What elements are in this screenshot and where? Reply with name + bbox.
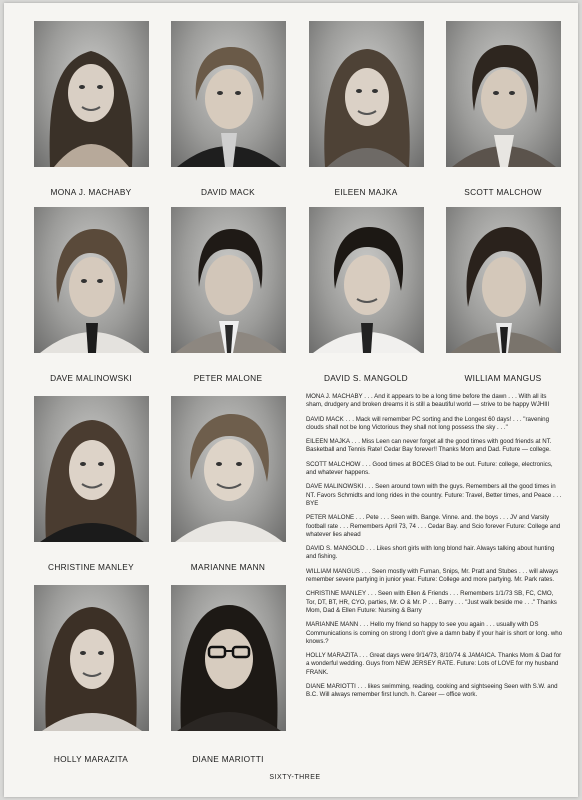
bio-entry: DAVE MALINOWSKI . . . Seen around town with the guys. Remembers all the good times in NT. Favors Schmidts and long rides in the country. Future: Travel, Better times, and Peace . . . BYE <box>306 483 562 507</box>
page-number: SIXTY-THREE <box>269 774 321 781</box>
student-name: DAVID S. MANGOLD <box>324 373 408 383</box>
bio-entry: HOLLY MARAZITA . . . Great days were 9/14/73, 8/10/74 & JAMAICA. Thanks Mom & Dad for a wonderful wedding. Guys from NEW JERSEY RATE. Future: Lots of LOVE for my husband FRANK. <box>306 652 562 676</box>
bio-column <box>306 393 564 706</box>
portrait-photo <box>446 207 561 353</box>
student-name: MARIANNE MANN <box>190 562 266 572</box>
bio-entry: EILEEN MAJKA . . . Miss Leen can never forget all the good times with good friends at NT. Basketball and Tennis Rate! Cedar Bay forever!! Thanks Mom and Dad. Future — college. <box>306 438 552 454</box>
portrait-photo <box>446 21 561 167</box>
portrait-photo <box>171 585 286 731</box>
yearbook-page <box>4 3 578 797</box>
portrait-photo <box>34 585 149 731</box>
student-name: CHRISTINE MANLEY <box>48 562 134 572</box>
bio-entry: DAVID MACK . . . Mack will remember PC sorting and the Longest 60 days! . . . "ravening clouds shall not be long Victorious they shall not long possess the sky . . ." <box>306 415 550 431</box>
student-name: SCOTT MALCHOW <box>464 187 542 197</box>
portrait-photo <box>34 396 149 542</box>
bio-entry: MONA J. MACHABY . . . And it appears to be a long time before the dawn . . . With all its sham, drudgery and broken dreams it is still a beautiful world — strive to be happy WJHIII <box>306 393 550 409</box>
portrait-photo <box>171 396 286 542</box>
student-name: WILLIAM MANGUS <box>464 373 542 383</box>
student-name: EILEEN MAJKA <box>334 187 398 197</box>
bio-entry: WILLIAM MANGUS . . . Seen mostly with Fuman, Snips, Mr. Pratt and Stubes . . . will always remember severe partying in junior year. Future: College and more partying. Mr. Park rates. <box>306 567 559 584</box>
portrait-photo <box>171 207 286 353</box>
portrait-photo <box>309 207 424 353</box>
student-name: DAVE MALINOWSKI <box>50 373 132 383</box>
portrait-photo <box>309 21 424 167</box>
bio-entry: DIANE MARIOTTI . . . likes swimming, reading, cooking and sightseeing Seen with S.W. and B.C. Will always remember first lunch. h. Career — office work. <box>306 683 558 699</box>
student-name: DAVID MACK <box>200 187 256 197</box>
student-name: HOLLY MARAZITA <box>53 754 129 764</box>
student-name: MONA J. MACHABY <box>50 187 132 197</box>
portrait-photo <box>171 21 286 167</box>
bio-entry: DAVID S. MANGOLD . . . Likes short girls with long blond hair. Always talking about hunting and fishing. <box>306 545 555 561</box>
student-name: DIANE MARIOTTI <box>192 754 264 764</box>
student-name: PETER MALONE <box>193 373 263 383</box>
portrait-photo <box>34 21 149 167</box>
bio-entry: CHRISTINE MANLEY . . . Seen with Ellen & Friends . . . Remembers 1/1/73 SB, FC, CMO, Tor, DT, BT, HR, CYO, parties, Mr. O & Mr. P . . . Barry . . . "Just walk beside me . . ." Thanks Mom, Dad & Ellen Future: Nursing & Barry <box>306 590 557 614</box>
bio-entry: MARIANNE MANN . . . Hello my friend so happy to see you again . . . usually with DS Communications is coming on strong I don't give a damn baby if your hair is short or long. who knows.? <box>306 621 563 645</box>
bio-entry: SCOTT MALCHOW . . . Good times at BOCES Glad to be out. Future: college, electronics, and whatever happens. <box>306 460 553 477</box>
portrait-photo <box>34 207 149 353</box>
bio-entry: PETER MALONE . . . Pete . . . Seen with. Bange. Vinne. and. the boys . . . JV and Varsity football rate . . . Remembers April 73, 74 . . . Cedar Bay. and Scio forever Future: College and whatever lies ahead <box>306 514 561 538</box>
